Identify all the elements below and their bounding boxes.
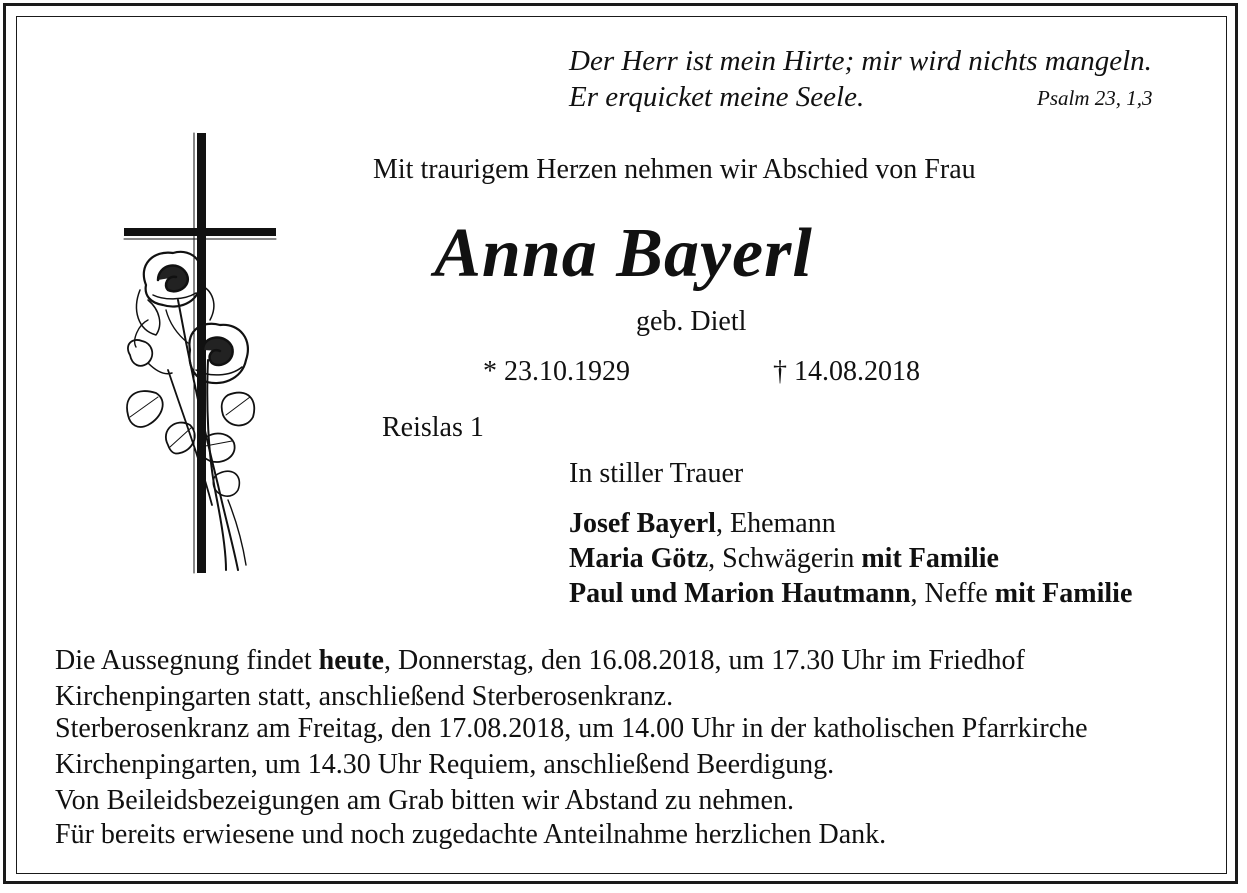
mourner-relation: , Ehemann xyxy=(715,508,836,539)
deceased-name: Anna Bayerl xyxy=(434,215,813,292)
mourner-name: Paul und Marion Hautmann xyxy=(569,578,911,609)
announcement-text: , Donnerstag, den 16.08.2018, um 17.30 Uhr im Friedhof xyxy=(383,645,1025,676)
mourner-relation: , Schwägerin xyxy=(708,543,862,574)
announcement-line-4: Kirchenpingarten, um 14.30 Uhr Requiem, anschließend Beerdigung. xyxy=(55,749,835,780)
mourner-suffix: mit Familie xyxy=(994,578,1133,609)
intro-text: Mit traurigem Herzen nehmen wir Abschied von Frau xyxy=(373,154,976,185)
mourner-name: Josef Bayerl xyxy=(569,508,716,539)
mourner-line xyxy=(569,506,836,541)
birth-date: * 23.10.1929 xyxy=(483,356,630,387)
mourner-relation: , Neffe xyxy=(910,578,995,609)
announcement-line-3: Sterberosenkranz am Freitag, den 17.08.2018, um 14.00 Uhr in der katholischen Pfarrkirche xyxy=(55,713,1088,744)
announcement-text: Die Aussegnung findet xyxy=(55,645,319,676)
mourner-name: Maria Götz xyxy=(569,543,709,574)
mourning-heading: In stiller Trauer xyxy=(569,458,744,489)
announcement-line-1 xyxy=(55,643,1025,679)
mourner-line xyxy=(569,576,1132,611)
mourner-suffix: mit Familie xyxy=(861,543,999,574)
announcement-line-6: Für bereits erwiesene und noch zugedachte Anteilnahme herzlichen Dank. xyxy=(55,819,887,850)
announcement-emphasis: heute xyxy=(318,645,384,676)
mourner-line xyxy=(569,541,999,576)
psalm-line-1: Der Herr ist mein Hirte; mir wird nichts mangeln. xyxy=(569,45,1152,77)
cross-with-roses-icon xyxy=(108,125,288,580)
maiden-name: geb. Dietl xyxy=(636,306,747,337)
announcement-line-2: Kirchenpingarten statt, anschließend Sterberosenkranz. xyxy=(55,681,674,712)
psalm-reference: Psalm 23, 1,3 xyxy=(1037,86,1153,110)
psalm-line-2: Er erquicket meine Seele. xyxy=(569,81,865,113)
residence: Reislas 1 xyxy=(382,412,484,443)
announcement-line-5: Von Beileidsbezeigungen am Grab bitten wir Abstand zu nehmen. xyxy=(55,785,794,816)
death-date: † 14.08.2018 xyxy=(773,356,920,387)
